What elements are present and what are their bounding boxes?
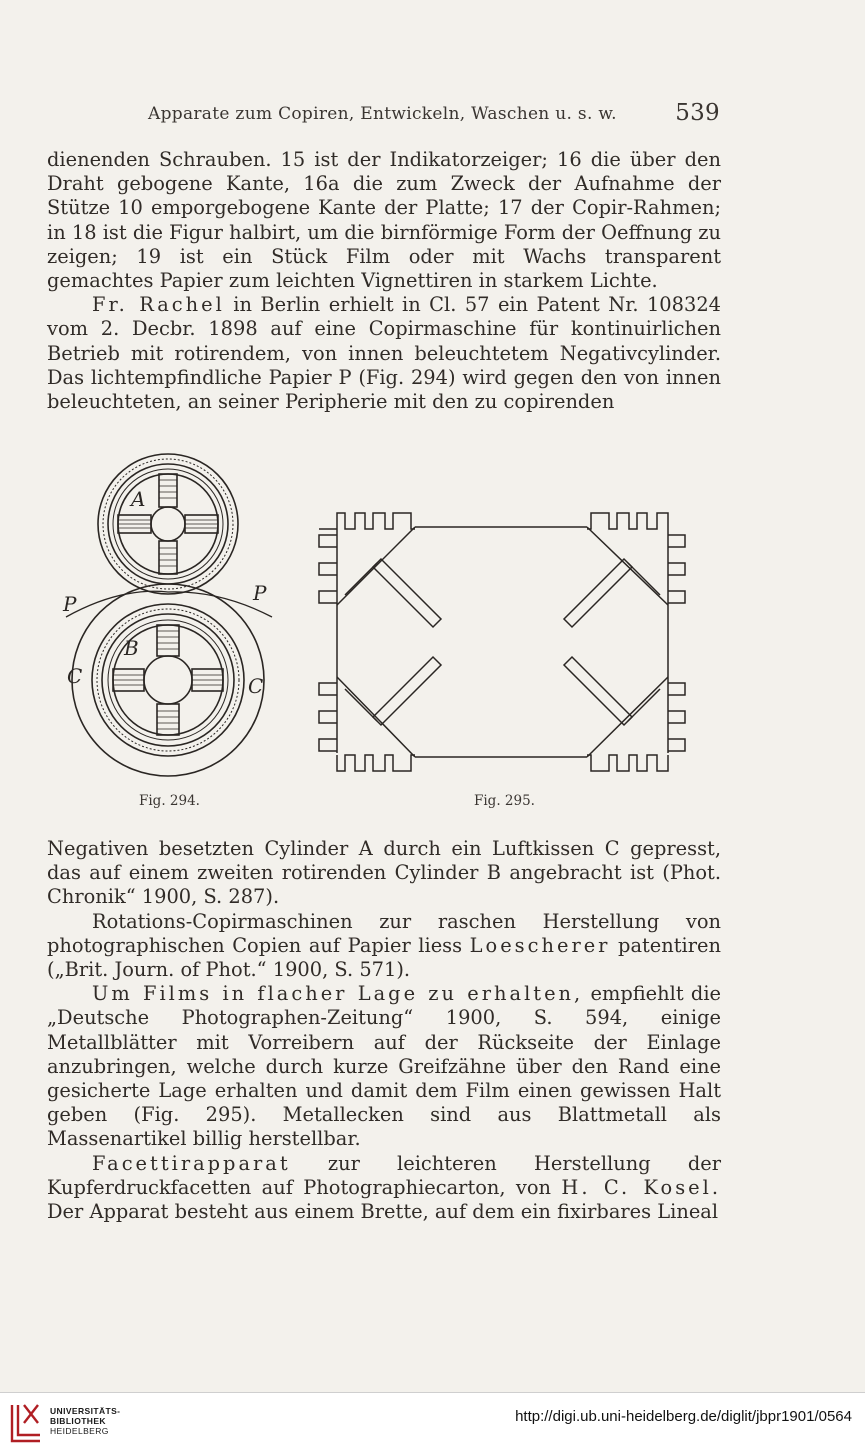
author-name-rachel: Fr. Rachel — [92, 293, 225, 317]
fig294-label-C-right: C — [248, 674, 264, 698]
university-library-logo-icon[interactable] — [8, 1401, 44, 1445]
library-name-line-2: BIBLIOTHEK — [50, 1416, 106, 1426]
library-name — [50, 1406, 120, 1436]
digital-library-link[interactable]: http://digi.ub.uni-heidelberg.de/diglit/jbpr1901/0564 — [515, 1408, 852, 1425]
fig294-label-A: A — [131, 487, 146, 511]
paragraph-6 — [47, 1152, 721, 1225]
library-footer — [0, 1392, 865, 1455]
fig294-label-B: B — [124, 636, 139, 660]
running-header — [148, 100, 720, 126]
paragraph-6-text-b: Der Apparat besteht aus einem Brette, auf dem ein fixirbares Lineal — [47, 1200, 719, 1224]
author-name-loescherer: Loescherer — [469, 933, 611, 957]
paragraph-6-heading: Facettirapparat — [92, 1151, 291, 1175]
paragraph-1: dienenden Schrauben. 15 ist der Indikatorzeiger; 16 die über den Draht gebogene Kante, 16a die zum Zweck der Aufnahme der Stütze 10 emporgebogene Kante der Platte; 17 der Copir-Rahmen; in 18 ist die Figur halbirt, um die birnförmige Form der Oeffnung zu zeigen; 19 ist ein Stück Film oder mit Wachs transparent gemachtes Papier zum leichten Vignettiren in starkem Lichte. — [47, 148, 721, 293]
paragraph-5-text: empfiehlt die „Deutsche Photographen-Zeitung“ 1900, S. 594, einige Metallblätter mit Vorreibern auf der Rückseite der Einlage anzubringen, welche durch kurze Greifzähne über den Rand eine gesicherte Lage erhalten und damit dem Film einen gewissen Halt geben (Fig. 295). Metallecken sind aus Blattmetall als Massenartikel billig herstellbar. — [47, 982, 721, 1151]
paragraph-4 — [47, 910, 721, 983]
library-name-line-3: HEIDELBERG — [50, 1426, 109, 1436]
paragraph-5 — [47, 982, 721, 1151]
library-name-line-1: UNIVERSITÄTS- — [50, 1406, 121, 1416]
header-title: Apparate zum Copiren, Entwickeln, Waschen u. s. w. — [148, 104, 617, 124]
paragraph-3: Negativen besetzten Cylinder A durch ein Luftkissen C gepresst, das auf einem zweiten rotirenden Cylinder B angebracht ist (Phot. Chronik“ 1900, S. 287). — [47, 837, 721, 909]
fig294-label-P-right: P — [253, 581, 267, 605]
author-name-kosel: H. C. Kosel. — [561, 1175, 721, 1199]
figure-295-film-plate — [315, 505, 690, 777]
fig294-label-C-left: C — [67, 664, 83, 688]
paragraph-2-text: in Berlin erhielt in Cl. 57 ein Patent Nr. 108324 vom 2. Decbr. 1898 auf eine Copirmaschine für kontinuirlichen Betrieb mit rotirendem, von innen beleuchtetem Negativcylinder. Das lichtempfindliche Papier P (Fig. 294) wird gegen den von innen beleuchteten, an seiner Peripherie mit den zu copirenden — [47, 293, 721, 414]
paragraph-2 — [47, 293, 721, 414]
fig294-caption: Fig. 294. — [139, 793, 200, 809]
paragraph-4-text-b: patentiren („Brit. Journ. of Phot.“ 1900, S. 571). — [47, 933, 721, 982]
paragraph-4-text-a: Rotations-Copirmaschinen zur raschen Herstellung von photographischen Copien auf Papier liess — [47, 909, 721, 957]
fig295-caption: Fig. 295. — [474, 793, 535, 809]
bottom-text-block — [47, 837, 721, 1224]
fig294-label-P-left: P — [63, 592, 77, 616]
top-text-block — [47, 148, 721, 414]
page-number: 539 — [675, 100, 720, 126]
paragraph-6-text-a: zur leichteren Herstellung der Kupferdruckfacetten auf Photographiecarton, von — [47, 1151, 721, 1199]
figure-294-cylinders — [60, 452, 280, 782]
paragraph-5-heading: Um Films in flacher Lage zu erhalten, — [92, 982, 584, 1006]
